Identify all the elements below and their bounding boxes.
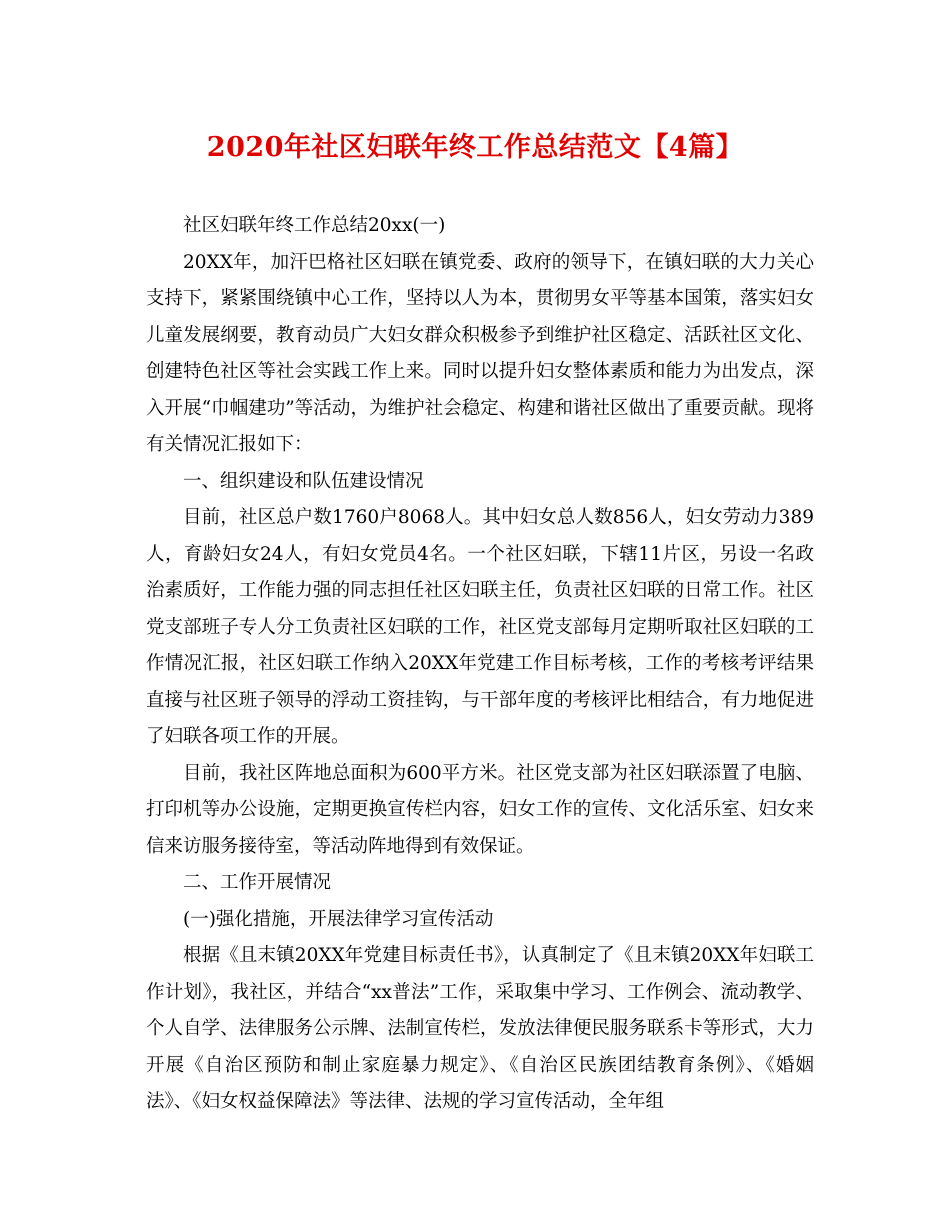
document-body (146, 208, 814, 1121)
body-paragraph-law: 根据《且末镇20XX年党建目标责任书》，认真制定了《且末镇20XX年妇联工作计划》，我社区，并结合“xx普法”工作，采取集中学习、工作例会、流动教学、个人自学、法律服务公示牌、法制宣传栏，发放法律便民服务联系卡等形式，大力开展《自治区预防和制止家庭暴力规定》、《自治区民族团结教育条例》、《婚姻法》、《妇女权益保障法》等法律、法规的学习宣传活动，全年组 (146, 945, 814, 1112)
section-heading-work: 二、工作开展情况 (183, 872, 332, 893)
section-heading-organization: 一、组织建设和队伍建设情况 (183, 470, 424, 492)
document-title: 2020年社区妇联年终工作总结范文【4篇】 (206, 132, 744, 163)
body-paragraph-intro: 20XX年，加汗巴格社区妇联在镇党委、政府的领导下，在镇妇联的大力关心支持下，紧紧围绕镇中心工作，坚持以人为本，贯彻男女平等基本国策，落实妇女儿童发展纲要，教育动员广大妇女群众积极参予到维护社区稳定、活跃社区文化、创建特色社区等社会实践工作上来。同时以提升妇女整体素质和能力为出发点，深入开展“巾帼建功”等活动，为维护社会稳定、构建和谐社区做出了重要贡献。现将有关情况汇报如下： (146, 251, 814, 455)
body-paragraph-population: 目前，社区总户数1760户8068人。其中妇女总人数856人，妇女劳动力389人，育龄妇女24人，有妇女党员4名。一个社区妇联，下辖11片区，另设一名政治素质好，工作能力强的同志担任社区妇联主任，负责社区妇联的日常工作。社区党支部班子专人分工负责社区妇联的工作，社区党支部每月定期听取社区妇联的工作情况汇报，社区妇联工作纳入20XX年党建工作目标考核，工作的考核考评结果直接与社区班子领导的浮动工资挂钩，与干部年度的考核评比相结合，有力地促进了妇联各项工作的开展。 (146, 507, 814, 747)
section-heading-summary-1: 社区妇联年终工作总结20xx(一) (183, 215, 446, 236)
subsection-heading-law: (一)强化措施，开展法律学习宣传活动 (183, 908, 494, 930)
body-paragraph-facilities: 目前，我社区阵地总面积为600平方米。社区党支部为社区妇联添置了电脑、打印机等办公设施，定期更换宣传栏内容，妇女工作的宣传、文化活乐室、妇女来信来访服务接待室，等活动阵地得到有效保证。 (146, 762, 814, 857)
